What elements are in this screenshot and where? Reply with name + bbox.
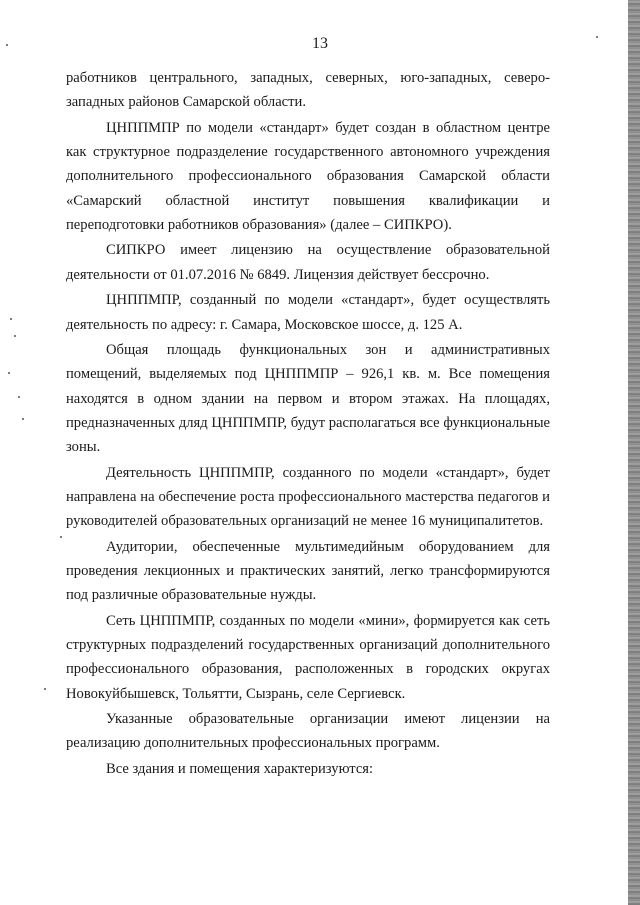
scan-edge-shadow [628, 0, 640, 905]
page-number: 13 [312, 35, 328, 52]
paragraph-8: Сеть ЦНППМПР, созданных по модели «мини», формируется как сеть структурных подразделений государственных организаций дополнительного профессионального образования, расположенных в городских округах Новокуйбышевск, Тольятти, Сызрань, селе Сергиевск. [66, 612, 550, 702]
scan-speck [10, 318, 12, 320]
scan-speck [18, 396, 20, 398]
scan-speck [44, 688, 46, 690]
paragraph-9: Указанные образовательные организации имеют лицензии на реализацию дополнительных профессиональных программ. [66, 711, 550, 752]
scan-speck [60, 536, 62, 538]
paragraph-5: Общая площадь функциональных зон и административных помещений, выделяемых под ЦНППМПР – 926,1 кв. м. Все помещения находятся в одном здании на первом и втором этажах. На площадях, предназначенных дляд ЦНППМПР, будут располагаться все функциональные зоны. [66, 342, 550, 456]
paragraph-10: Все здания и помещения характеризуются: [106, 761, 374, 778]
paragraph-7: Аудитории, обеспеченные мультимедийным оборудованием для проведения лекционных и практических занятий, легко трансформируются под различные образовательные нужды. [66, 538, 550, 604]
paragraph-6: Деятельность ЦНППМПР, созданного по модели «стандарт», будет направлена на обеспечение роста профессионального мастерства педагогов и руководителей образовательных организаций не менее 16 муниципалитетов. [66, 464, 550, 530]
scan-speck [6, 44, 8, 46]
paragraph-1: работников центрального, западных, северных, юго-западных, северо-западных районов Самарской области. [66, 70, 550, 111]
scan-speck [596, 36, 598, 38]
paragraph-2: ЦНППМПР по модели «стандарт» будет создан в областном центре как структурное подразделение государственного автономного учреждения дополнительного профессионального образования Самарской области «Самарский областной институт повышения квалификации и переподготовки работников образования» (далее – СИПКРО). [66, 119, 550, 233]
scan-speck [8, 372, 10, 374]
paragraph-3: СИПКРО имеет лицензию на осуществление образовательной деятельности от 01.07.2016 № 6849. Лицензия действует бессрочно. [66, 242, 550, 283]
scan-speck [14, 335, 16, 337]
paragraph-4: ЦНППМПР, созданный по модели «стандарт», будет осуществлять деятельность по адресу: г. Самара, Московское шоссе, д. 125 А. [66, 292, 550, 333]
scan-speck [22, 418, 24, 420]
document-body [66, 66, 550, 783]
